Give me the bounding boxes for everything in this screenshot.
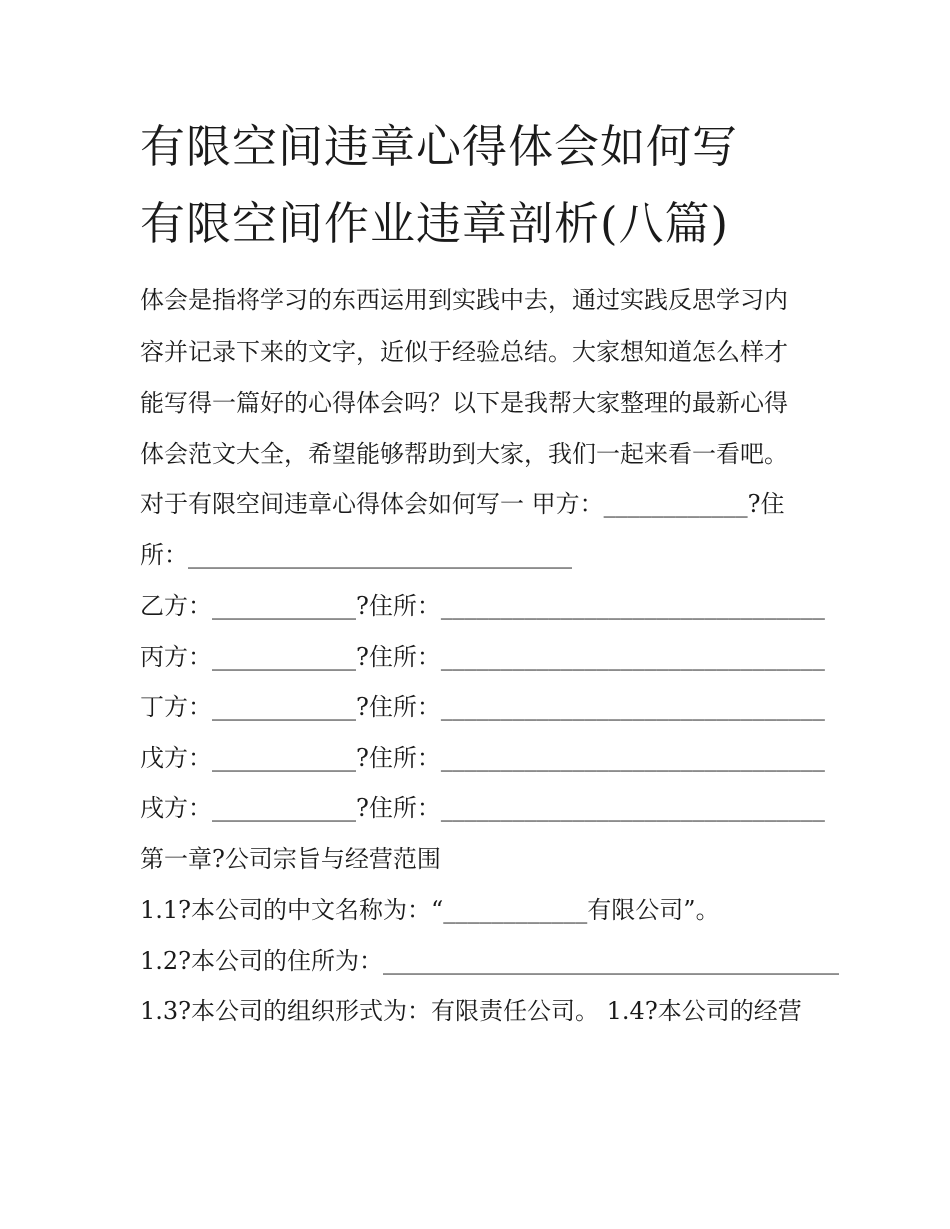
party-f-line: 戌方：____________?住所：________________________________ [140, 794, 825, 822]
intro-line-3: 能写得一篇好的心得体会吗？以下是我帮大家整理的最新心得 [140, 389, 788, 417]
intro-line-2: 容并记录下来的文字，近似于经验总结。大家想知道怎么样才 [140, 338, 788, 366]
party-a-line: 对于有限空间违章心得体会如何写一 甲方：____________?住 [140, 490, 785, 518]
document-title-line-1: 有限空间违章心得体会如何写 [140, 120, 739, 173]
document-title-line-2: 有限空间作业违章剖析(八篇) [140, 197, 730, 250]
party-e-line: 戊方：____________?住所：________________________________ [140, 744, 825, 772]
party-b-line: 乙方：____________?住所：________________________________ [140, 592, 825, 620]
party-d-line: 丁方：____________?住所：________________________________ [140, 693, 825, 721]
chapter-heading: 第一章?公司宗旨与经营范围 [140, 845, 441, 873]
intro-line-4: 体会范文大全，希望能够帮助到大家，我们一起来看一看吧。 [140, 440, 788, 468]
article-1-3: 1.3?本公司的组织形式为：有限责任公司。 1.4?本公司的经营 [140, 997, 802, 1025]
intro-line-1: 体会是指将学习的东西运用到实践中去，通过实践反思学习内 [140, 286, 788, 314]
article-1-2: 1.2?本公司的住所为：______________________________________ [140, 947, 840, 975]
article-1-1: 1.1?本公司的中文名称为：“____________有限公司”。 [140, 896, 720, 924]
party-a-address-line: 所：________________________________ [140, 541, 572, 569]
party-c-line: 丙方：____________?住所：________________________________ [140, 643, 825, 671]
